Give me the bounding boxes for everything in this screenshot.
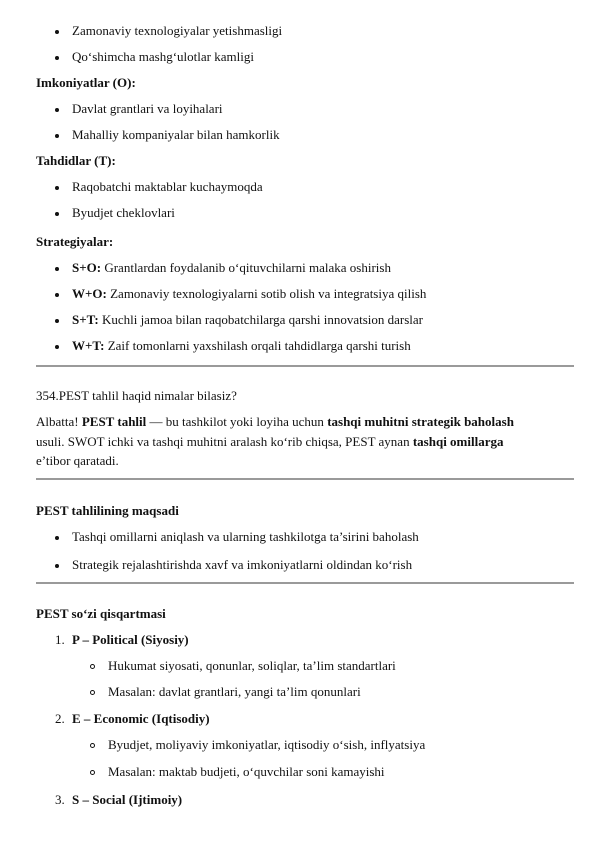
list-item: Davlat grantlari va loyihalari (72, 101, 223, 116)
bullet-icon (55, 345, 59, 349)
list-item (72, 338, 411, 354)
answer-text: — bu tashkilot yoki loyiha uchun (146, 414, 328, 429)
list-number: 3. (55, 792, 65, 807)
bullet-icon (55, 56, 59, 60)
section-heading-purpose: PEST tahlilining maqsadi (36, 503, 179, 518)
numbered-item-title: E – Economic (Iqtisodiy) (72, 711, 210, 726)
list-item (72, 260, 391, 276)
list-item: Zamonaviy texnologiyalar yetishmasligi (72, 23, 283, 38)
circle-bullet-icon (90, 664, 95, 669)
strategy-label: S+O: (72, 260, 102, 275)
list-item: Byudjet cheklovlari (72, 205, 175, 220)
bullet-icon (55, 319, 59, 323)
bullet-icon (55, 564, 59, 568)
strategy-label: W+T: (72, 338, 105, 353)
answer-paragraph-line (36, 434, 504, 450)
list-item: Mahalliy kompaniyalar bilan hamkorlik (72, 127, 280, 142)
bullet-icon (55, 108, 59, 112)
sub-list-item: Byudjet, moliyaviy imkoniyatlar, iqtisodiy o‘sish, inflyatsiya (108, 737, 426, 752)
horizontal-rule (36, 365, 574, 367)
horizontal-rule (36, 582, 574, 584)
answer-bold: tashqi muhitni strategik baholash (327, 414, 514, 429)
strategy-label: S+T: (72, 312, 99, 327)
answer-bold: tashqi omillarga (412, 434, 504, 449)
sub-list-item: Masalan: maktab budjeti, o‘quvchilar soni kamayishi (108, 764, 385, 779)
list-item (72, 286, 426, 302)
answer-text: Albatta! (36, 414, 82, 429)
circle-bullet-icon (90, 690, 95, 695)
bullet-icon (55, 267, 59, 271)
answer-paragraph-line (36, 414, 514, 430)
answer-bold: PEST tahlil (81, 414, 147, 429)
bullet-icon (55, 30, 59, 34)
list-number: 1. (55, 632, 65, 647)
bullet-icon (55, 212, 59, 216)
circle-bullet-icon (90, 743, 95, 748)
list-number: 2. (55, 711, 65, 726)
list-item: Strategik rejalashtirishda xavf va imkoniyatlarni oldindan ko‘rish (72, 557, 413, 572)
strategy-text: Zaif tomonlarni yaxshilash orqali tahdidlarga qarshi turish (104, 338, 411, 353)
list-item (72, 312, 423, 328)
section-heading-opportunities: Imkoniyatlar (O): (36, 75, 136, 90)
bullet-icon (55, 186, 59, 190)
numbered-item-title: S – Social (Ijtimoiy) (72, 792, 183, 807)
sub-list-item: Hukumat siyosati, qonunlar, soliqlar, ta’lim standartlari (108, 658, 396, 673)
strategy-text: Grantlardan foydalanib o‘qituvchilarni malaka oshirish (101, 260, 391, 275)
strategy-label: W+O: (72, 286, 107, 301)
section-heading-abbreviation: PEST so‘zi qisqartmasi (36, 606, 166, 621)
list-item: Tashqi omillarni aniqlash va ularning tashkilotga ta’sirini baholash (72, 529, 419, 544)
bullet-icon (55, 134, 59, 138)
list-item: Raqobatchi maktablar kuchaymoqda (72, 179, 263, 194)
bullet-icon (55, 536, 59, 540)
circle-bullet-icon (90, 770, 95, 775)
numbered-item-title: P – Political (Siyosiy) (72, 632, 189, 647)
sub-list-item: Masalan: davlat grantlari, yangi ta’lim qonunlari (108, 684, 361, 699)
section-heading-strategies: Strategiyalar: (36, 234, 114, 249)
answer-text: usuli. SWOT ichki va tashqi muhitni aralash ko‘rib chiqsa, PEST aynan (36, 434, 413, 449)
list-item: Qo‘shimcha mashg‘ulotlar kamligi (72, 49, 254, 64)
question-text: 354.PEST tahlil haqid nimalar bilasiz? (36, 388, 237, 403)
strategy-text: Kuchli jamoa bilan raqobatchilarga qarshi innovatsion darslar (98, 312, 423, 327)
answer-paragraph-line: e’tibor qaratadi. (36, 453, 119, 468)
bullet-icon (55, 293, 59, 297)
horizontal-rule (36, 478, 574, 480)
strategy-text: Zamonaviy texnologiyalarni sotib olish va integratsiya qilish (106, 286, 427, 301)
section-heading-threats: Tahdidlar (T): (36, 153, 116, 168)
